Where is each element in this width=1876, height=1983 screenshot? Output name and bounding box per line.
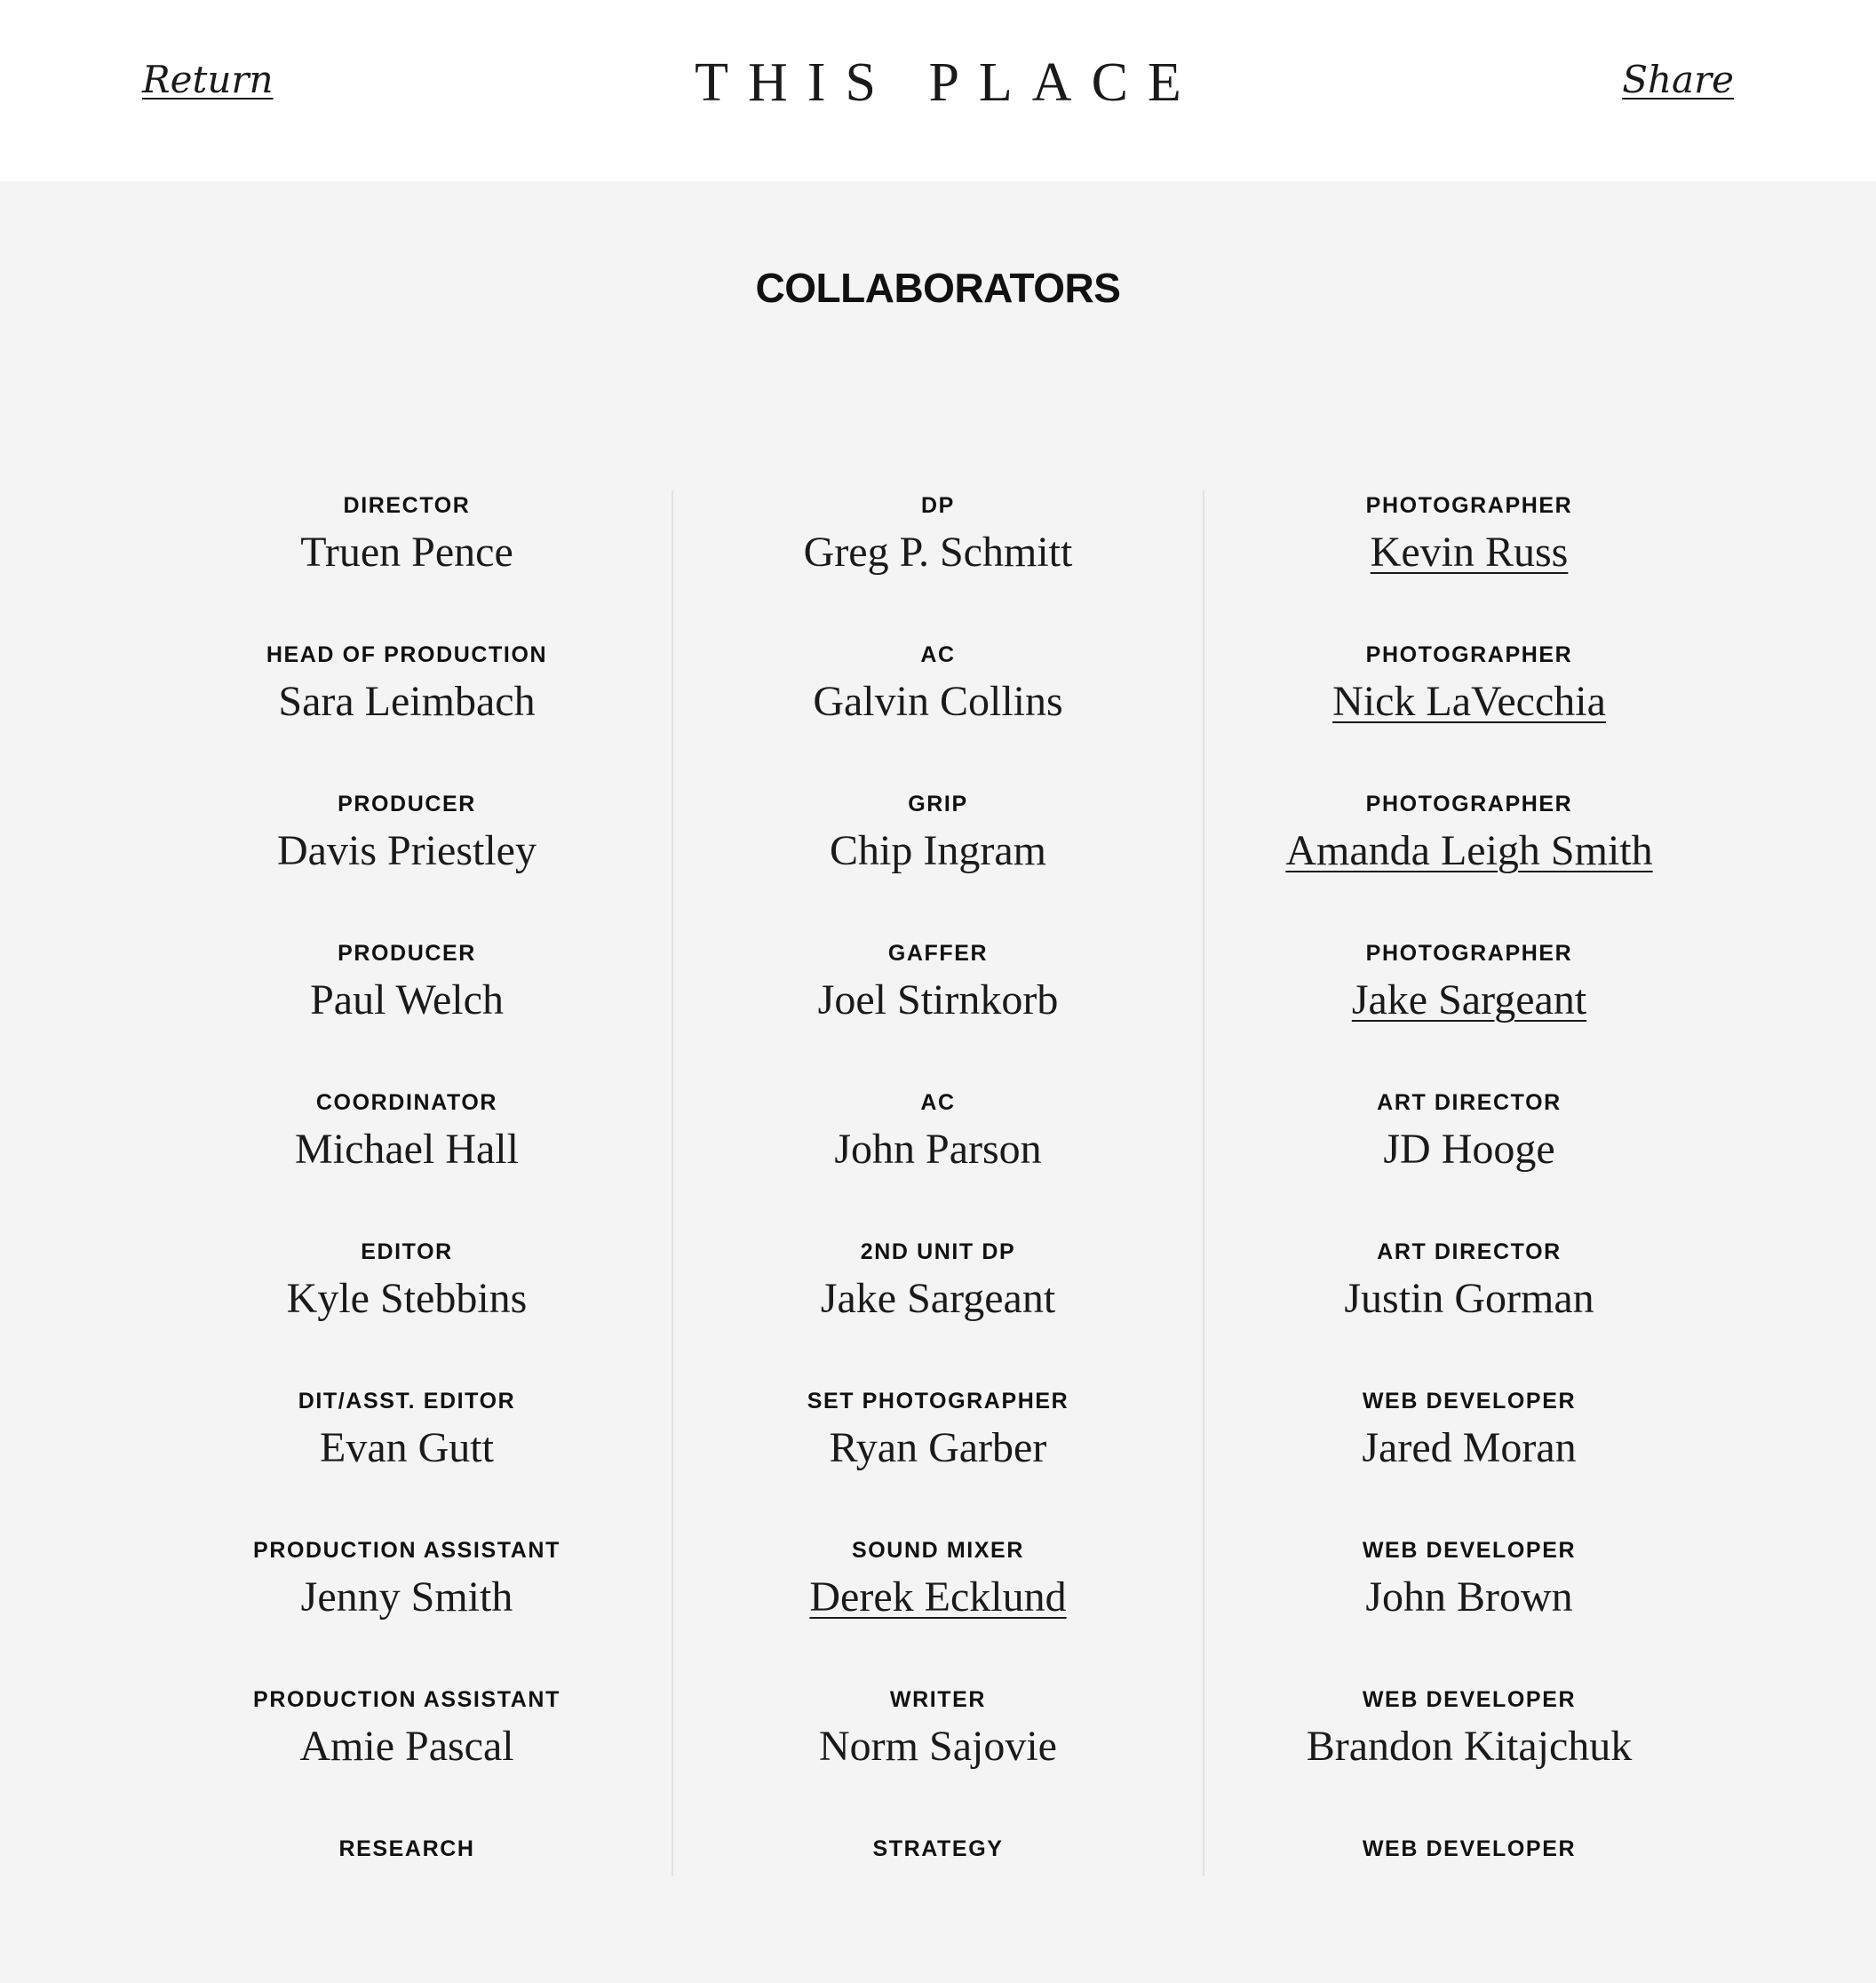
credit-name: John Parson bbox=[834, 1126, 1042, 1173]
credit-item bbox=[1204, 1535, 1734, 1684]
credit-role: DIRECTOR bbox=[343, 493, 471, 518]
credit-role: PHOTOGRAPHER bbox=[1365, 493, 1573, 518]
credit-name: Justin Gorman bbox=[1344, 1275, 1594, 1322]
credit-item bbox=[1204, 1684, 1734, 1834]
credit-item bbox=[673, 1834, 1203, 1983]
credit-name: Jenny Smith bbox=[300, 1573, 513, 1621]
section-title: COLLABORATORS bbox=[755, 265, 1121, 311]
site-logo[interactable]: THIS PLACE bbox=[695, 52, 1201, 113]
credit-item bbox=[1204, 640, 1734, 789]
credit-name: Sara Leimbach bbox=[278, 678, 536, 725]
credit-item bbox=[142, 1087, 672, 1237]
credit-item bbox=[673, 938, 1203, 1087]
credit-name-link[interactable]: Kevin Russ bbox=[1370, 529, 1569, 576]
credit-name: Brandon Kitajchuk bbox=[1306, 1723, 1633, 1770]
credit-role: DP bbox=[921, 493, 955, 518]
credit-role: SET PHOTOGRAPHER bbox=[807, 1389, 1069, 1414]
credit-role: PHOTOGRAPHER bbox=[1365, 941, 1573, 966]
credit-name: Galvin Collins bbox=[813, 678, 1063, 725]
credit-item bbox=[1204, 1386, 1734, 1535]
return-link[interactable]: Return bbox=[142, 58, 274, 101]
share-link[interactable]: Share bbox=[1622, 58, 1734, 101]
credit-item bbox=[673, 1386, 1203, 1535]
credit-role: PRODUCTION ASSISTANT bbox=[253, 1538, 560, 1563]
credit-name-link[interactable]: Jake Sargeant bbox=[1351, 976, 1587, 1023]
credit-role: WEB DEVELOPER bbox=[1362, 1389, 1577, 1414]
credit-role: AC bbox=[920, 1090, 956, 1115]
credit-item bbox=[1204, 1087, 1734, 1237]
credit-role: WEB DEVELOPER bbox=[1362, 1538, 1577, 1563]
credit-role: HEAD OF PRODUCTION bbox=[266, 642, 548, 667]
credit-item bbox=[142, 1535, 672, 1684]
credit-role: WEB DEVELOPER bbox=[1362, 1687, 1577, 1712]
credit-name: Chip Ingram bbox=[830, 827, 1046, 874]
credit-item bbox=[142, 640, 672, 789]
credit-item bbox=[142, 490, 672, 640]
credit-item bbox=[1204, 938, 1734, 1087]
credit-item bbox=[673, 1237, 1203, 1386]
credits-column bbox=[672, 490, 1203, 1876]
credit-item bbox=[142, 1386, 672, 1535]
credit-item bbox=[1204, 490, 1734, 640]
credit-item bbox=[673, 1684, 1203, 1834]
credit-name: Greg P. Schmitt bbox=[803, 529, 1073, 576]
credit-name: Joel Stirnkorb bbox=[817, 976, 1059, 1023]
credit-role: EDITOR bbox=[361, 1239, 453, 1264]
credit-role: RESEARCH bbox=[338, 1836, 475, 1861]
credit-name: JD Hooge bbox=[1383, 1126, 1555, 1173]
credit-name: Jake Sargeant bbox=[820, 1275, 1056, 1322]
credit-item bbox=[142, 938, 672, 1087]
credits-grid bbox=[142, 490, 1734, 1876]
credit-role: ART DIRECTOR bbox=[1377, 1090, 1562, 1115]
credit-role: DIT/ASST. EDITOR bbox=[298, 1389, 516, 1414]
credit-role: AC bbox=[920, 642, 956, 667]
credit-item bbox=[673, 490, 1203, 640]
credit-name: Jared Moran bbox=[1362, 1424, 1577, 1471]
credit-role: WEB DEVELOPER bbox=[1362, 1836, 1577, 1861]
credit-item bbox=[673, 1535, 1203, 1684]
site-header bbox=[0, 0, 1876, 181]
credit-name: Ryan Garber bbox=[829, 1424, 1047, 1471]
credit-item bbox=[142, 1834, 672, 1983]
credits-column bbox=[142, 490, 672, 1876]
credit-role: COORDINATOR bbox=[315, 1090, 498, 1115]
credit-name: Michael Hall bbox=[295, 1126, 519, 1173]
credit-name: Davis Priestley bbox=[277, 827, 537, 874]
credit-role: PRODUCER bbox=[338, 941, 476, 966]
credit-name: John Brown bbox=[1365, 1573, 1573, 1621]
credit-item bbox=[142, 1237, 672, 1386]
credit-name-link[interactable]: Nick LaVecchia bbox=[1332, 678, 1606, 725]
credit-item bbox=[673, 789, 1203, 938]
credit-item bbox=[1204, 1834, 1734, 1983]
credit-role: SOUND MIXER bbox=[851, 1538, 1024, 1563]
credit-name: Paul Welch bbox=[310, 976, 504, 1023]
credit-item bbox=[673, 1087, 1203, 1237]
credit-role: ART DIRECTOR bbox=[1377, 1239, 1562, 1264]
credit-role: PHOTOGRAPHER bbox=[1365, 792, 1573, 816]
credit-role: PRODUCTION ASSISTANT bbox=[253, 1687, 560, 1712]
credit-name: Truen Pence bbox=[300, 529, 513, 576]
credit-name: Evan Gutt bbox=[320, 1424, 494, 1471]
credit-name-link[interactable]: Derek Ecklund bbox=[809, 1573, 1067, 1621]
credits-column bbox=[1203, 490, 1734, 1876]
credit-name: Norm Sajovie bbox=[819, 1723, 1057, 1770]
credit-role: 2ND UNIT DP bbox=[860, 1239, 1016, 1264]
credit-role: PHOTOGRAPHER bbox=[1365, 642, 1573, 667]
credit-item bbox=[1204, 1237, 1734, 1386]
credit-role: GRIP bbox=[908, 792, 968, 816]
credit-name-link[interactable]: Amanda Leigh Smith bbox=[1285, 827, 1653, 874]
credit-item bbox=[142, 1684, 672, 1834]
credit-role: WRITER bbox=[889, 1687, 987, 1712]
credit-name: Kyle Stebbins bbox=[286, 1275, 528, 1322]
credit-item bbox=[1204, 789, 1734, 938]
credit-role: GAFFER bbox=[887, 941, 989, 966]
credit-role: STRATEGY bbox=[872, 1836, 1004, 1861]
credit-item bbox=[673, 640, 1203, 789]
credit-item bbox=[142, 789, 672, 938]
credit-role: PRODUCER bbox=[338, 792, 476, 816]
credit-name: Amie Pascal bbox=[299, 1723, 514, 1770]
